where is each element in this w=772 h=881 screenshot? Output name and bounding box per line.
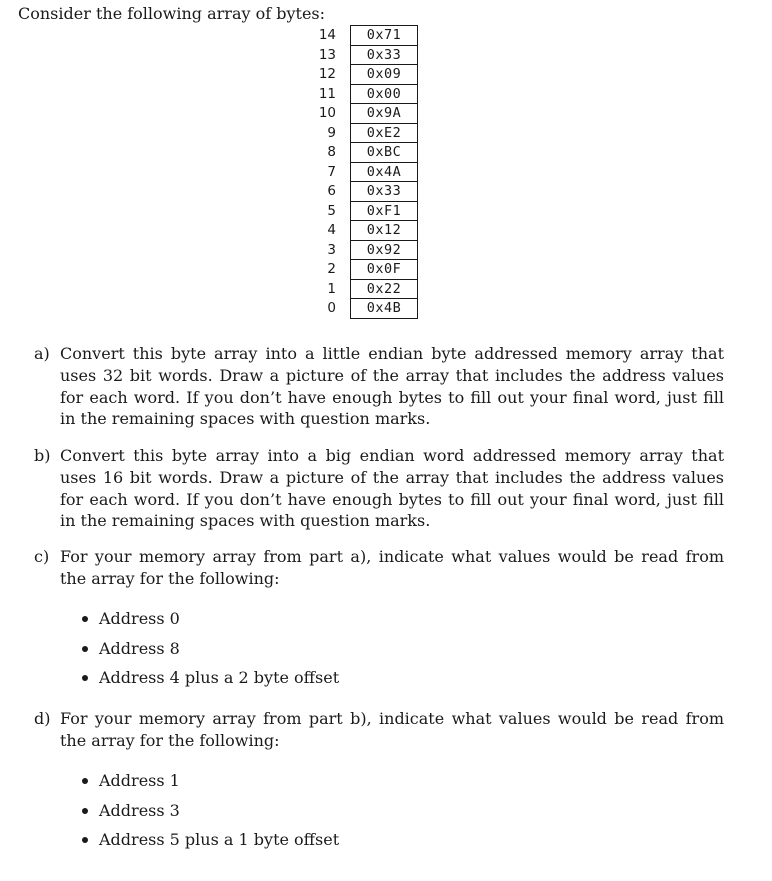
list-item [82, 667, 339, 697]
list-item-text: Address 3 [99, 800, 180, 820]
part-text: For your memory array from part b), indicate what values would be read from the array for the following: [60, 709, 724, 750]
byte-row [306, 201, 418, 221]
byte-index: 11 [318, 85, 336, 102]
byte-value: 0x22 [351, 279, 418, 299]
bullet-icon [82, 646, 88, 652]
byte-index: 1 [327, 280, 336, 297]
byte-row [306, 182, 418, 202]
byte-value: 0xBC [351, 143, 418, 163]
byte-index: 3 [327, 241, 336, 258]
byte-row [306, 65, 418, 85]
byte-value: 0x71 [351, 26, 418, 46]
byte-index: 12 [318, 66, 336, 83]
byte-value: 0x9A [351, 104, 418, 124]
byte-row [306, 279, 418, 299]
part-text: Convert this byte array into a big endian word addressed memory array that uses 16 bit words. Draw a picture of the array that includes the address values for each word. If you don’t have enough bytes to fill out your final word, just fill in the remaining spaces with question marks. [60, 446, 724, 531]
part-letter: b) [34, 446, 51, 465]
byte-index: 13 [318, 46, 336, 63]
byte-row [306, 240, 418, 260]
byte-value: 0x0F [351, 260, 418, 280]
byte-array-table [306, 25, 418, 319]
question-part-d [34, 708, 724, 752]
byte-index: 6 [327, 183, 336, 200]
bullet-icon [82, 675, 88, 681]
list-item-text: Address 1 [99, 771, 180, 790]
byte-row [306, 26, 418, 46]
byte-value: 0x33 [351, 45, 418, 65]
list-item-text: Address 0 [99, 609, 180, 628]
list-item [82, 770, 339, 800]
bullet-icon [82, 808, 88, 814]
intro-text: Consider the following array of bytes: [18, 4, 326, 23]
byte-index: 9 [327, 124, 336, 141]
byte-value: 0x12 [351, 221, 418, 241]
list-item [82, 800, 339, 830]
byte-index: 14 [318, 27, 336, 44]
byte-row [306, 45, 418, 65]
byte-row [306, 123, 418, 143]
part-c-list [82, 608, 339, 697]
byte-value: 0x92 [351, 240, 418, 260]
part-letter: a) [34, 344, 50, 363]
part-letter: c) [34, 547, 50, 566]
part-text: For your memory array from part a), indicate what values would be read from the array for the following: [60, 547, 724, 588]
byte-index: 8 [327, 144, 336, 161]
bullet-icon [82, 837, 88, 843]
byte-value: 0x4B [351, 299, 418, 319]
list-item-text: Address 5 plus a 1 byte offset [99, 830, 340, 849]
part-text: Convert this byte array into a little endian byte addressed memory array that uses 32 bit words. Draw a picture of the array that includes the address values for each word. If you don’t have enough bytes to fill out your final word, just fill in the remaining spaces with question marks. [60, 344, 724, 429]
question-part-b [34, 445, 724, 532]
question-part-c [34, 546, 724, 590]
list-item [82, 829, 339, 859]
byte-value: 0xE2 [351, 123, 418, 143]
part-d-list [82, 770, 339, 859]
list-item [82, 638, 339, 668]
byte-row [306, 84, 418, 104]
byte-value: 0x4A [351, 162, 418, 182]
byte-value: 0x00 [351, 84, 418, 104]
bullet-icon [82, 616, 88, 622]
question-part-a [34, 343, 724, 430]
byte-row [306, 299, 418, 319]
bullet-icon [82, 778, 88, 784]
byte-row [306, 162, 418, 182]
byte-row [306, 104, 418, 124]
list-item-text: Address 4 plus a 2 byte offset [99, 668, 340, 687]
list-item-text: Address 8 [99, 638, 180, 658]
byte-index: 0 [327, 300, 336, 317]
byte-value: 0x09 [351, 65, 418, 85]
part-letter: d) [34, 709, 51, 728]
byte-index: 4 [327, 222, 336, 239]
byte-index: 10 [318, 105, 336, 122]
byte-index: 5 [327, 202, 336, 219]
byte-row [306, 221, 418, 241]
byte-value: 0x33 [351, 182, 418, 202]
list-item [82, 608, 339, 638]
byte-index: 2 [327, 261, 336, 278]
byte-index: 7 [327, 163, 336, 180]
byte-row [306, 143, 418, 163]
byte-row [306, 260, 418, 280]
byte-value: 0xF1 [351, 201, 418, 221]
